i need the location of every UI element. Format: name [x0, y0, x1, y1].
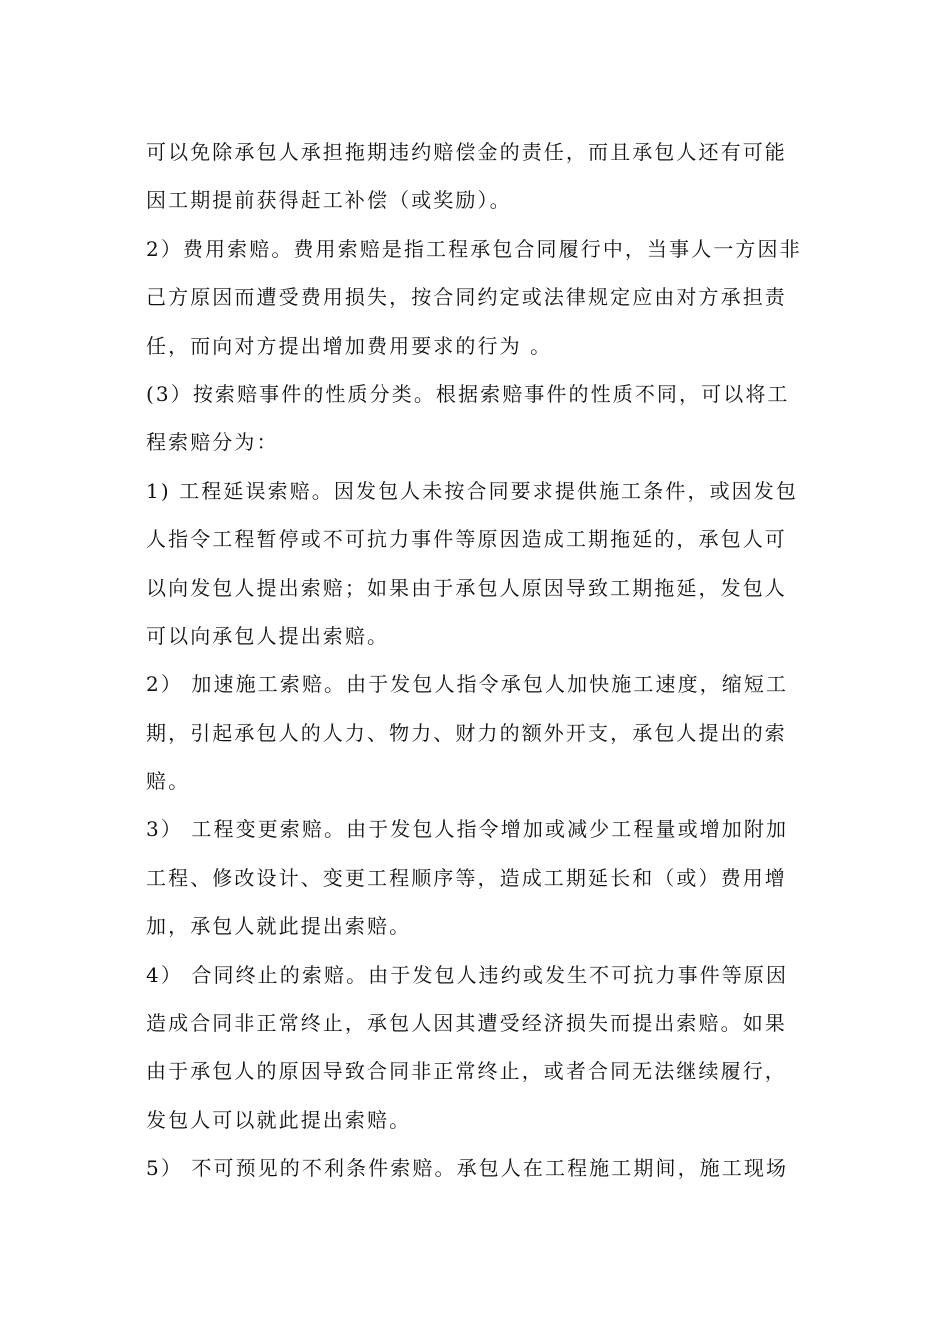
paragraph-termination-claim	[146, 951, 810, 1145]
text-line: 任，而向对方提出增加费用要求的行为 。	[146, 333, 553, 358]
text-line: 工程、修改设计、变更工程顺序等，造成工期延长和（或）费用增	[146, 865, 787, 890]
text-line: 2） 加速施工索赔。由于发包人指令承包人加快施工速度，缩短工	[146, 672, 789, 697]
text-line: 因工期提前获得赶工补偿（或奖励）。	[146, 188, 512, 213]
text-line: 赔。	[146, 769, 191, 794]
text-line: 由于承包人的原因导致合同非正常终止，或者合同无法继续履行，	[146, 1059, 787, 1084]
text-line: 期，引起承包人的人力、物力、财力的额外开支，承包人提出的索	[146, 720, 787, 745]
text-line: 己方原因而遭受费用损失，按合同约定或法律规定应由对方承担责	[146, 285, 787, 310]
text-line: (3）按索赔事件的性质分类。根据索赔事件的性质不同，可以将工	[146, 381, 790, 406]
paragraph-acceleration-claim	[146, 660, 810, 805]
text-line: 程索赔分为：	[146, 430, 279, 455]
paragraph-cost-claim	[146, 225, 810, 370]
document-body	[146, 128, 810, 1193]
paragraph-delay-claim	[146, 467, 810, 661]
text-line: 3） 工程变更索赔。由于发包人指令增加或减少工程量或增加附加	[146, 817, 789, 842]
text-line: 加，承包人就此提出索赔。	[146, 914, 412, 939]
text-line: 发包人可以就此提出索赔。	[146, 1107, 412, 1132]
text-line: 5） 不可预见的不利条件索赔。承包人在工程施工期间，施工现场	[146, 1156, 789, 1181]
text-line: 造成合同非正常终止，承包人因其遭受经济损失而提出索赔。如果	[146, 1011, 787, 1036]
text-line: 人指令工程暂停或不可抗力事件等原因造成工期拖延的，承包人可	[146, 527, 787, 552]
text-line: 1) 工程延误索赔。因发包人未按合同要求提供施工条件，或因发包	[146, 478, 798, 503]
paragraph-variation-claim	[146, 805, 810, 950]
text-line: 2）费用索赔。费用索赔是指工程承包合同履行中，当事人一方因非	[146, 236, 802, 261]
text-line: 可以免除承包人承担拖期违约赔偿金的责任，而且承包人还有可能	[146, 140, 787, 164]
paragraph-schedule-claim-continuation	[146, 128, 810, 225]
text-line: 以向发包人提出索赔；如果由于承包人原因导致工期拖延，发包人	[146, 575, 787, 600]
text-line: 4） 合同终止的索赔。由于发包人违约或发生不可抗力事件等原因	[146, 962, 789, 987]
text-line: 可以向承包人提出索赔。	[146, 623, 390, 648]
paragraph-unforeseen-conditions-claim	[146, 1144, 810, 1192]
paragraph-classification-by-nature	[146, 370, 810, 467]
